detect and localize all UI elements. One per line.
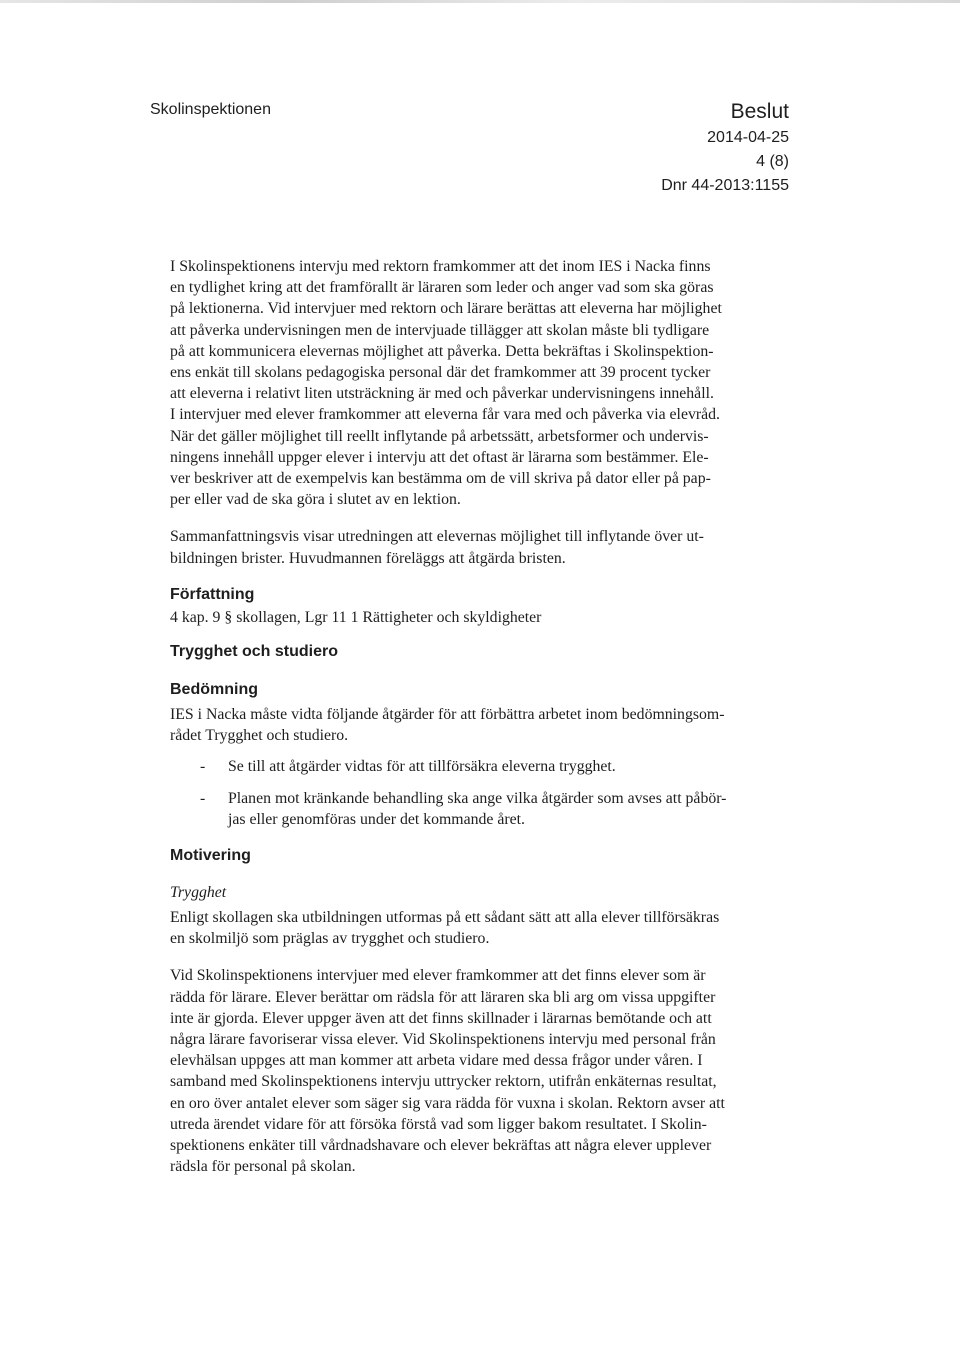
text-line: Planen mot kränkande behandling ska ange vilka åtgärder som avses att påbör- — [228, 789, 727, 807]
area-heading: Trygghet och studiero — [170, 643, 339, 661]
motivering-paragraph-2 — [170, 965, 810, 1177]
text-line: Se till att åtgärder vidtas för att tillförsäkra eleverna trygghet. — [228, 758, 616, 776]
list-item — [170, 788, 810, 830]
legal-reference: 4 kap. 9 § skollagen, Lgr 11 1 Rättigheter och skyldigheter — [170, 608, 542, 626]
motivering-heading: Motivering — [170, 847, 251, 865]
action-list — [170, 756, 810, 830]
decision-date: 2014-04-25 — [707, 129, 789, 146]
text-line: När det gäller möjlighet till reellt inflytande på arbetssätt, arbetsformer och undervis- — [170, 427, 709, 445]
text-line: I intervjuer med elever framkommer att eleverna får vara med och påverka via elevråd. — [170, 406, 720, 424]
text-line: ver beskriver att de exempelvis kan bestämma om de vill skriva på dator eller på pap- — [170, 470, 711, 488]
text-line: på att kommunicera elevernas möjlighet att påverka. Detta bekräftas i Skolinspektion- — [170, 342, 714, 360]
bedomning-heading: Bedömning — [170, 681, 258, 699]
document-header — [661, 98, 789, 198]
scan-edge — [0, 0, 960, 3]
dash-marker: - — [200, 789, 206, 807]
text-line: ens enkät till skolans pedagogiska personal där det framkommer att 39 procent tycker — [170, 364, 711, 382]
text-line: inte är gjorda. Elever uppger även att det finns skillnader i lärarnas bemötande och att — [170, 1009, 712, 1027]
text-line: att eleverna i relativt liten utsträckning är med och påverkar undervisningens innehåll. — [170, 385, 714, 403]
list-item — [170, 756, 810, 777]
text-line: Vid Skolinspektionens intervjuer med elever framkommer att det finns elever som är — [170, 967, 706, 985]
document-body — [170, 256, 810, 1194]
text-line: Sammanfattningsvis visar utredningen att elevernas möjlighet till inflytande över ut- — [170, 528, 704, 546]
text-line: rädsla för personal på skolan. — [170, 1158, 356, 1176]
text-line: att påverka undervisningen men de intervjuade tillägger att skolan måste bli tydligare — [170, 321, 710, 339]
text-line: per eller vad de ska göra i slutet av en lektion. — [170, 491, 461, 509]
text-line: elevhälsan uppges att man kommer att arbeta vidare med dessa frågor under våren. I — [170, 1052, 703, 1070]
summary-paragraph — [170, 526, 810, 568]
text-line: rådet Trygghet och studiero. — [170, 727, 349, 745]
text-line: rädda för lärare. Elever berättar om rädsla för att läraren ska bli arg om vissa uppgifter — [170, 988, 716, 1006]
text-line: IES i Nacka måste vidta följande åtgärder för att förbättra arbetet inom bedömningsom- — [170, 706, 725, 724]
bedomning-paragraph — [170, 704, 810, 746]
text-line: jas eller genomföras under det kommande året. — [228, 810, 525, 828]
case-number: Dnr 44-2013:1155 — [661, 177, 789, 194]
text-line: en tydlighet kring att det framförallt är läraren som leder och anger vad som ska göras — [170, 279, 714, 297]
text-line: på lektionerna. Vid intervjuer med rektorn och lärare berättas att eleverna har möjlighet — [170, 300, 722, 318]
text-line: utreda ärendet vidare för att försöka förstå vad som ligger bakom resultatet. I Skolin- — [170, 1115, 707, 1133]
trygghet-subheading: Trygghet — [170, 884, 227, 902]
text-line: I Skolinspektionens intervju med rektorn framkommer att det inom IES i Nacka finns — [170, 258, 711, 275]
text-line: en skolmiljö som präglas av trygghet och studiero. — [170, 930, 490, 948]
intro-paragraph — [170, 256, 810, 510]
text-line: samband med Skolinspektionens intervju uttrycker rektorn, utifrån enkäternas resultat, — [170, 1073, 717, 1091]
dash-marker: - — [200, 758, 206, 776]
text-line: ningens innehåll uppger elever i intervju att det oftast är lärarna som bestämmer. Ele- — [170, 448, 709, 466]
page-number: 4 (8) — [756, 153, 789, 170]
text-line: bildningen brister. Huvudmannen föreläggs att åtgärda bristen. — [170, 549, 566, 567]
document-type: Beslut — [730, 100, 789, 123]
motivering-paragraph-1 — [170, 907, 810, 949]
agency-name: Skolinspektionen — [150, 101, 271, 118]
text-line: några lärare favoriserar vissa elever. Vid Skolinspektionens intervju med personal från — [170, 1031, 716, 1049]
text-line: spektionens enkäter till vårdnadshavare och elever bekräftas att några elever upplever — [170, 1137, 712, 1155]
text-line: Enligt skollagen ska utbildningen utformas på ett sådant sätt att alla elever tillförsäkras — [170, 909, 720, 927]
text-line: en oro över antalet elever som säger sig vara rädda för vuxna i skolan. Rektorn avser att — [170, 1094, 725, 1112]
forfattning-heading: Författning — [170, 585, 255, 603]
